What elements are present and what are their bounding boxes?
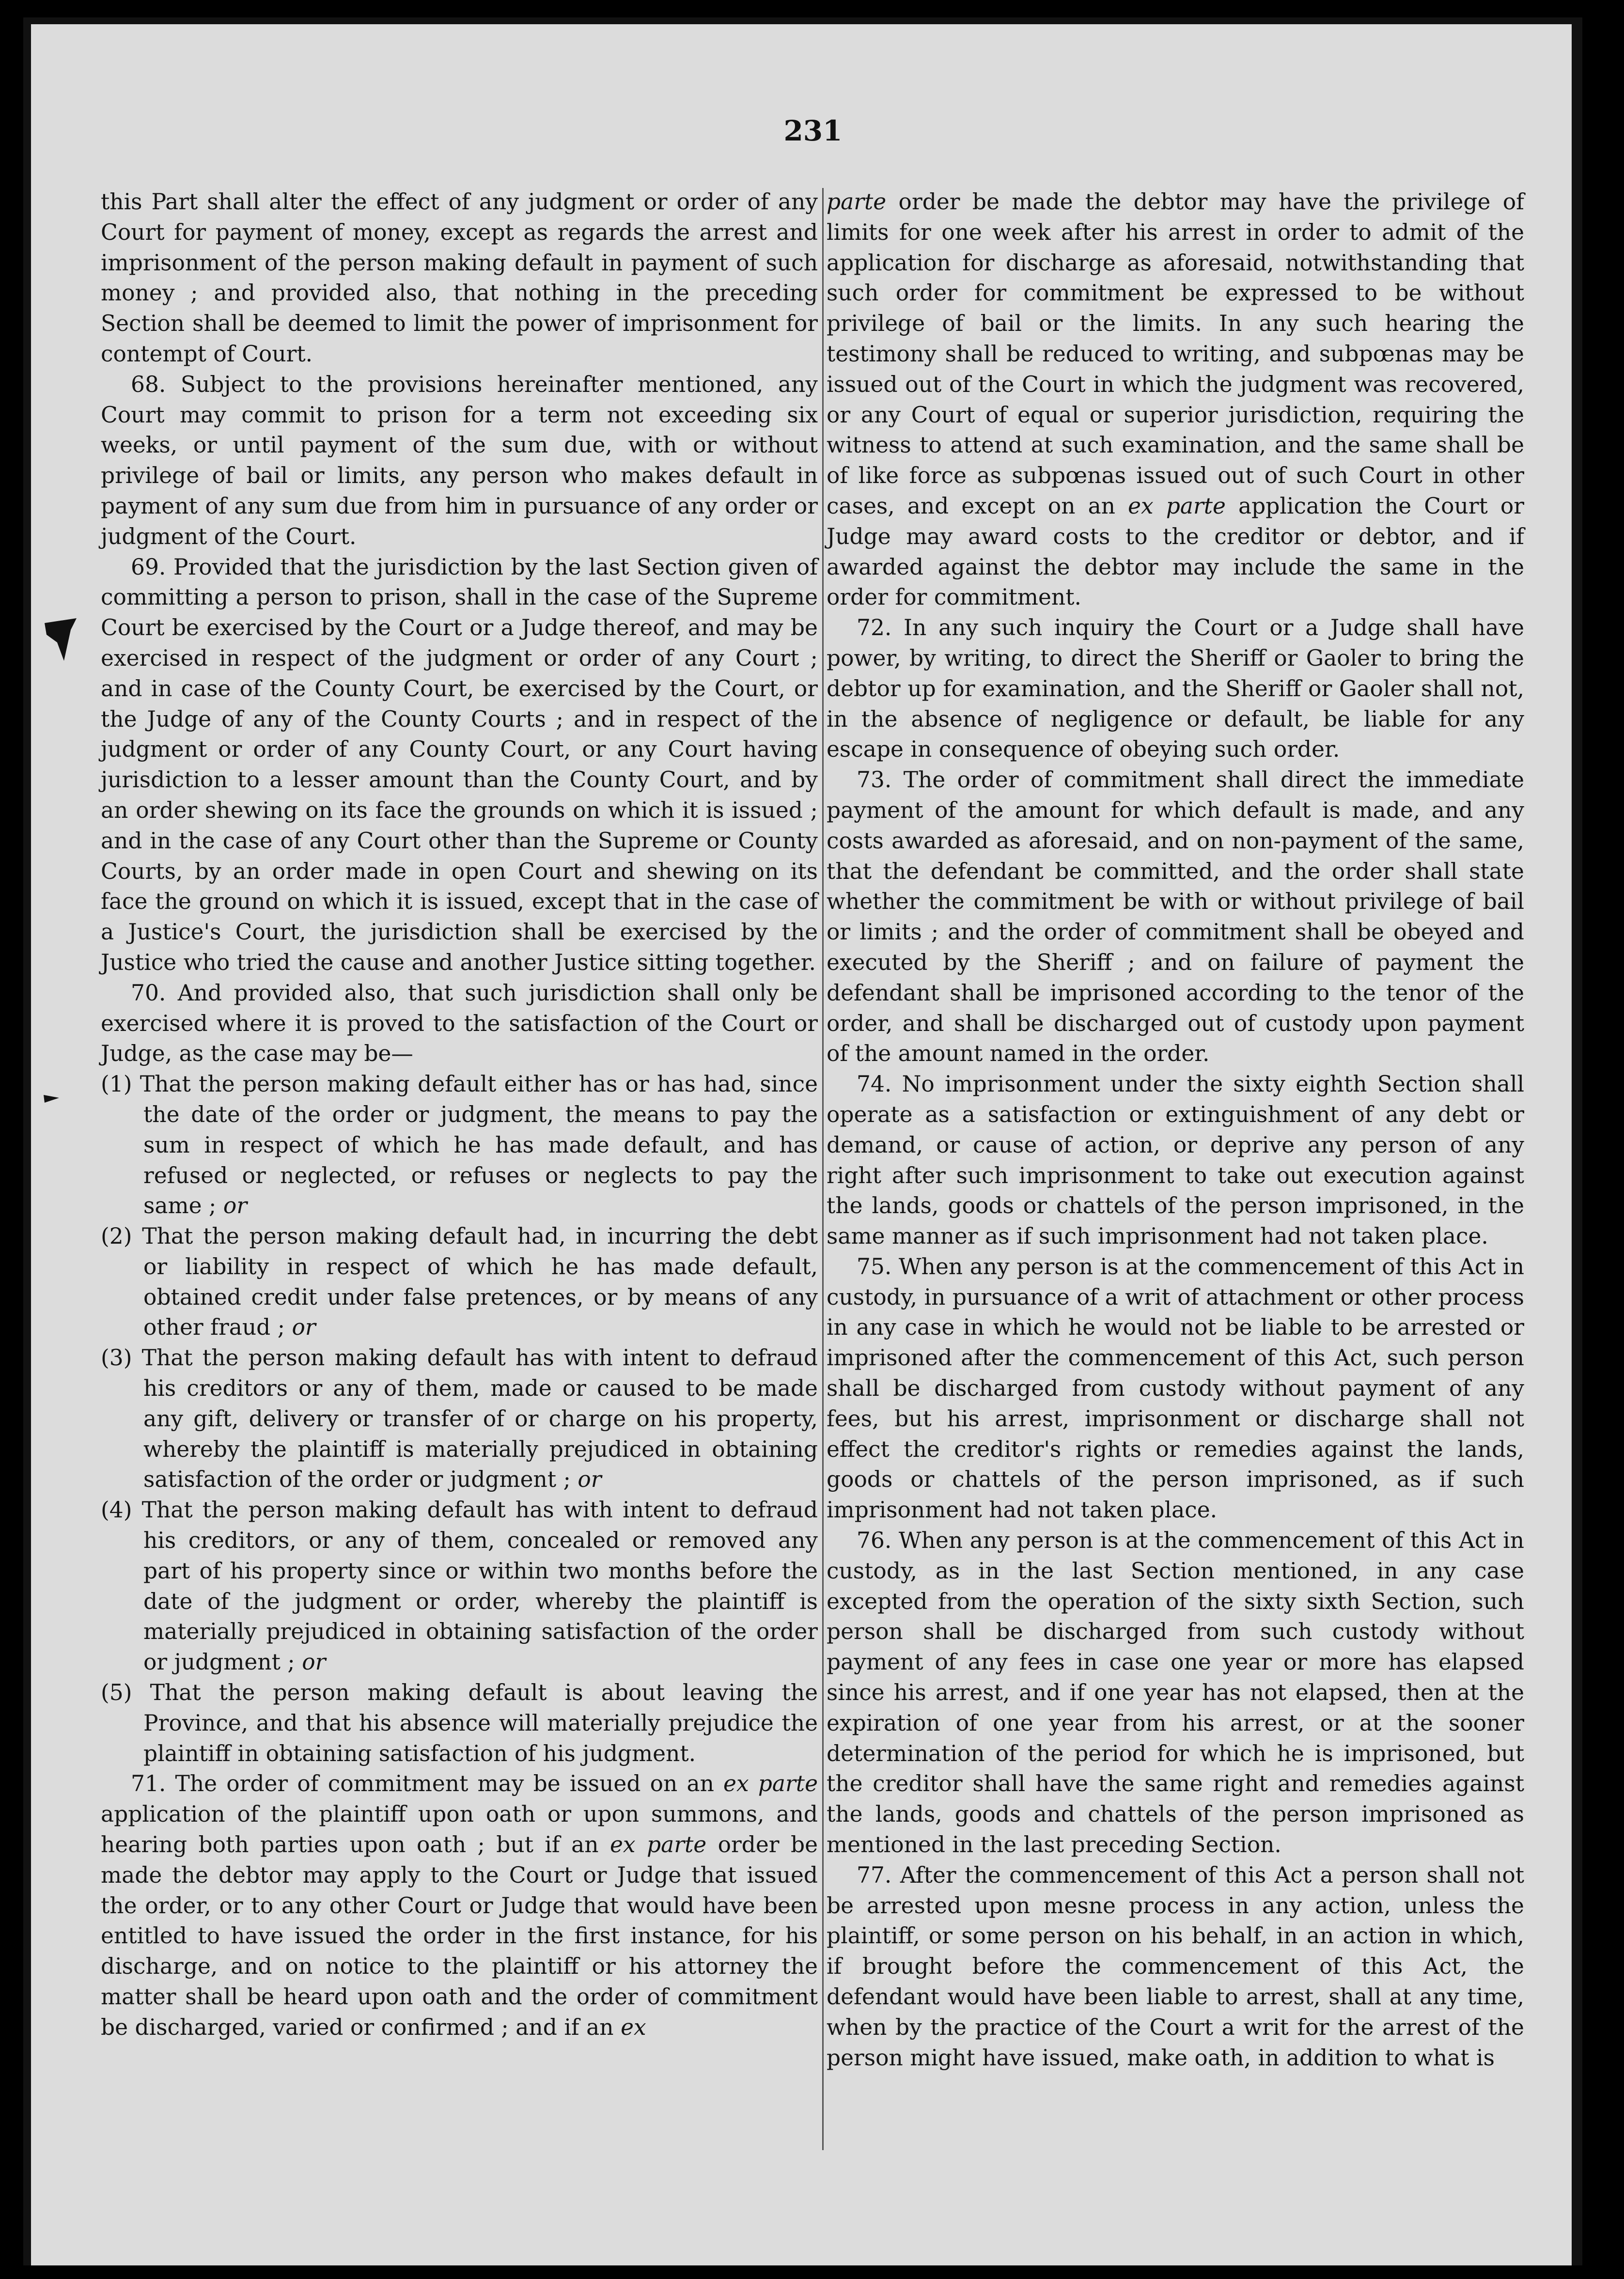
section-70-clause-3 [101, 1343, 818, 1495]
clause-text: (3) That the person making default has with intent to defraud his creditors or any of them, made or caused to be made any gift, delivery or transfer of or charge on his property, whereby the plaintiff is materially prejudiced in obtaining satisfaction of the order or judgment ; [101, 1345, 818, 1493]
section-71 [101, 1769, 818, 2043]
column-rule [822, 188, 824, 2150]
section-70: 70. And provided also, that such jurisdiction shall only be exercised where it is proved to the satisfaction of the Court or Judge, as the case may be— [101, 980, 818, 1067]
section-70-clause-4 [101, 1495, 818, 1678]
left-column [101, 187, 818, 2043]
clause-conjunction: or [578, 1467, 602, 1493]
text-run: order be made the debtor may have the privilege of limits for one week after his arrest in order to admit of the application for discharge as aforesaid, notwithstanding that such order for commitment be expressed to be without privilege of bail or the limits. In any such hearing the testimony shall be reduced to writing, and subpœnas may be issued out of the Court in which the judgment was recovered, or any Court of equal or superior jurisdiction, requiring the witness to attend at such examination, and the same shall be of like force as subpœnas issued out of such Court in other cases, and except on an [827, 189, 1524, 519]
section-73: 73. The order of commitment shall direct the immediate payment of the amount for which default is made, and any costs awarded as aforesaid, and on non-payment of the same, that the defendant be committed, and the order shall state whether the commitment be with or without privilege of bail or limits ; and the order of commitment shall be obeyed and executed by the Sheriff ; and on failure of payment the defendant shall be imprisoned according to the tenor of the order, and shall be discharged out of custody upon payment of the amount named in the order. [827, 767, 1524, 1067]
italic-run: ex [621, 2014, 646, 2040]
italic-run: parte [827, 189, 887, 215]
page-number: 231 [783, 114, 843, 147]
section-72: 72. In any such inquiry the Court or a Judge shall have power, by writing, to direct the Sheriff or Gaoler to bring the debtor up for examination, and the Sheriff or Gaoler shall not, in the absence of negligence or default, be liable for any escape in consequence of obeying such order. [827, 615, 1524, 763]
section-75: 75. When any person is at the commencement of this Act in custody, in pursuance of a writ of attachment or other process in any case in which he would not be liable to be arrested or imprisoned after the commencement of this Act, such person shall be discharged from custody without payment of any fees, but his arrest, imprisonment or discharge shall not effect the creditor's rights or remedies against the lands, goods or chattels of the person imprisoned, as if such imprisonment had not taken place. [827, 1253, 1524, 1523]
clause-conjunction: or [302, 1649, 326, 1675]
clause-conjunction: or [223, 1193, 247, 1219]
section-69: 69. Provided that the jurisdiction by the last Section given of committing a person to prison, shall in the case of the Supreme Court be exercised by the Court or a Judge thereof, and may be exercised in respect of the judgment or order of any Court ; and in case of the County Court, be exercised by the Court, or the Judge of any of the County Courts ; and in respect of the judgment or order of any County Court, or any Court having jurisdiction to a lesser amount than the County Court, and by an order shewing on its face the grounds on which it is issued ; and in the case of any Court other than the Supreme or County Courts, by an order made in open Court and shewing on its face the ground on which it is issued, except that in the case of a Justice's Court, the jurisdiction shall be exercised by the Justice who tried the cause and another Justice sitting together. [101, 554, 818, 975]
scanned-page [23, 17, 1582, 2265]
section-70-clause-1 [101, 1069, 818, 1221]
right-column [827, 187, 1524, 2073]
margin-hand-mark [43, 613, 81, 667]
text-run: application of the plaintiff upon oath or upon summons, and hearing both parties upon oath ; but if an [101, 1801, 818, 1858]
section-77: 77. After the commencement of this Act a person shall not be arrested upon mesne process in any action, unless the plaintiff, or some person on his behalf, in an action in which, if brought before the commencement of this Act, the defendant would have been liable to arrest, shall at any time, when by the practice of the Court a writ for the arrest of the person might have issued, make oath, in addition to what is [827, 1862, 1524, 2071]
clause-text: (4) That the person making default has with intent to defraud his creditors, or any of them, concealed or removed any part of his property since or within two months before the date of the judgment or order, whereby the plaintiff is materially prejudiced in obtaining satisfaction of the order or judgment ; [101, 1497, 818, 1675]
scan-edge-right [1572, 17, 1582, 2265]
scan-edge-top [23, 17, 1582, 24]
margin-tick-mark [43, 1088, 62, 1108]
section-76: 76. When any person is at the commencement of this Act in custody, as in the last Section mentioned, in any case excepted from the operation of the sixty sixth Section, such person shall be discharged from such custody without payment of any fees in case one year or more has elapsed since his arrest, and if one year has not elapsed, then at the expiration of one year from his arrest, or at the sooner determination of the period for which he is imprisoned, but the creditor shall have the same right and remedies against the lands, goods and chattels of the person imprisoned as mentioned in the last preceding Section. [827, 1528, 1524, 1858]
italic-run: ex parte [1128, 493, 1226, 519]
text-run: application the Court or Judge may award costs to the creditor or debtor, and if awarded against the debtor may include the same in the order for commitment. [827, 493, 1524, 610]
section-68: 68. Subject to the provisions hereinafter mentioned, any Court may commit to prison for a term not exceeding six weeks, or until payment of the sum due, with or without privilege of bail or limits, any person who makes default in payment of any sum due from him in pursuance of any order or judgment of the Court. [101, 371, 818, 549]
italic-run: ex parte [723, 1771, 818, 1797]
section-70-clause-5: (5) That the person making default is about leaving the Province, and that his absence will materially prejudice the plaintiff in obtaining satisfaction of his judgment. [101, 1680, 818, 1766]
section-74: 74. No imprisonment under the sixty eighth Section shall operate as a satisfaction or extinguishment of any debt or demand, or cause of action, or deprive any person of any right after such imprisonment to take out execution against the lands, goods or chattels of the person imprisoned, in the same manner as if such imprisonment had not taken place. [827, 1071, 1524, 1249]
section-70-clause-2 [101, 1221, 818, 1343]
scan-edge-left [23, 17, 31, 2265]
section-71-continued [827, 187, 1524, 613]
italic-run: ex parte [610, 1832, 707, 1858]
clause-text: (2) That the person making default had, in incurring the debt or liability in respect of which he has made default, obtained credit under false pretences, or by means of any other fraud ; [101, 1223, 818, 1341]
paragraph-continuation: this Part shall alter the effect of any judgment or order of any Court for payment of money, except as regards the arrest and imprisonment of the person making default in payment of such money ; and provided also, that nothing in the preceding Section shall be deemed to limit the power of imprisonment for contempt of Court. [101, 189, 818, 367]
clause-conjunction: or [292, 1314, 316, 1341]
text-run: order be made the debtor may apply to the Court or Judge that issued the order, or to any other Court or Judge that would have been entitled to have issued the order in the first instance, for his discharge, and on notice to the plaintiff or his attorney the matter shall be heard upon oath and the order of commitment be discharged, varied or confirmed ; and if an [101, 1832, 818, 2040]
text-run: 71. The order of commitment may be issued on an [131, 1771, 724, 1797]
clause-text: (1) That the person making default either has or has had, since the date of the order or judgment, the means to pay the sum in respect of which he has made default, and has refused or neglected, or refuses or neglects to pay the same ; [101, 1071, 818, 1219]
